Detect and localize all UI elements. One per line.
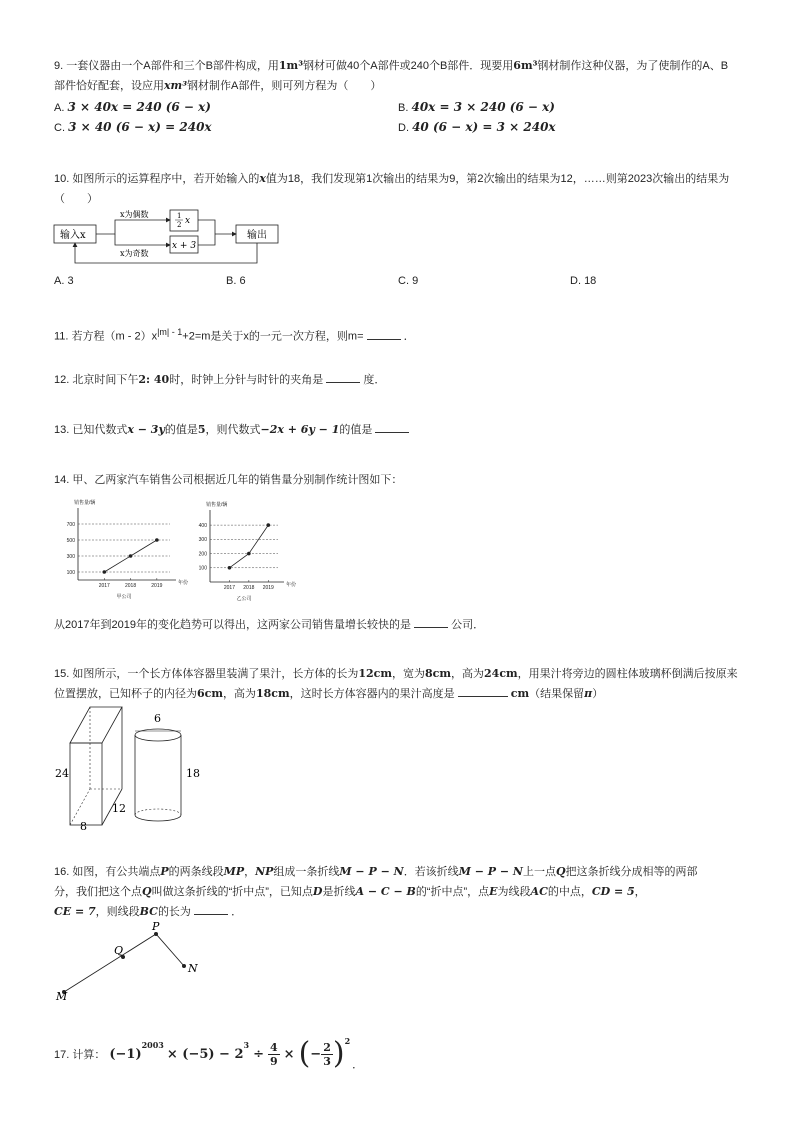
x-axis-label: 年份 — [286, 582, 297, 588]
q15-height: 24cm — [484, 667, 518, 680]
q11-text-c: ． — [403, 330, 415, 343]
q15-cup-height: 18cm — [256, 687, 290, 700]
q16-AC: AC — [530, 885, 548, 898]
q16-D: D — [312, 885, 323, 898]
q9-text-c: 钢材制作这种仪器，为了使制作的A、B — [537, 60, 729, 72]
q11-text-b: +2=m是关于x的一元一次方程，则m= — [182, 330, 364, 343]
x-tick-label: 2019 — [151, 583, 163, 589]
q9-option-a[interactable] — [54, 98, 211, 117]
q12-text: 12. 北京时间下午 — [54, 374, 139, 386]
q14-conclusion — [54, 615, 744, 635]
q16-text: 16. 如图，有公共端点 — [54, 866, 161, 878]
q14-text: 14. 甲、乙两家汽车销售公司根据近几年的销售量分别制作统计图如下： — [54, 474, 403, 486]
point-Q-label: Q — [114, 944, 124, 957]
chart-title: 甲公司 — [116, 594, 132, 600]
q12-text-c: 度． — [363, 374, 386, 386]
option-value: 6 — [239, 275, 246, 287]
q13-text: 13. 已知代数式 — [54, 424, 128, 436]
q13-text-d: 的值是 — [339, 424, 373, 436]
q13-value: 5 — [197, 423, 206, 436]
option-label: D. — [570, 275, 581, 287]
q9-unit1: 1m³ — [278, 59, 304, 72]
q16-MPN2: M − P − N — [458, 865, 523, 878]
half-box — [170, 210, 198, 231]
box-width-label: 8 — [80, 820, 87, 833]
q16-text-c: 组成一条折线 — [273, 866, 340, 878]
x-axis-label: 年份 — [178, 580, 189, 586]
q17-base: (−1) — [109, 1046, 142, 1062]
q16-line2-e: 为线段 — [497, 886, 531, 898]
y-axis-label: 销售量/辆 — [206, 502, 228, 508]
data-point — [228, 566, 232, 570]
option-label: A. — [54, 102, 65, 114]
q16-NP: NP — [255, 865, 274, 878]
half-num: 1 — [177, 212, 182, 220]
q16-figure — [50, 920, 210, 1005]
q12-text-b: 时，时钟上分针与时针的夹角是 — [169, 374, 324, 386]
option-expr: 40 (6 − x) = 3 × 240x — [412, 120, 556, 134]
y-tick-label: 100 — [66, 569, 75, 576]
option-label: B. — [226, 275, 237, 287]
x-tick-label: 2018 — [125, 583, 137, 589]
q15-pi: π — [584, 687, 593, 700]
q11-exponent: |m| - 1 — [157, 327, 183, 337]
series-line — [229, 525, 268, 568]
q15-text-c: ，高为 — [451, 668, 485, 680]
q13-text-c: ，则代数式 — [205, 424, 261, 436]
answer-blank[interactable] — [458, 686, 508, 697]
q16-line2-f: 的中点， — [547, 886, 592, 898]
q10-text: 10. 如图所示的运算程序中，若开始输入的 — [54, 173, 260, 185]
q16-MP: MP — [223, 865, 245, 878]
q17-tail: ． — [352, 1059, 364, 1071]
q15-line2-e: ） — [592, 688, 604, 700]
x-tick-label: 2018 — [243, 585, 255, 591]
q16-Q: Q — [555, 865, 566, 878]
q16-P: P — [160, 865, 169, 878]
data-point — [102, 570, 106, 574]
chart-title: 乙公司 — [236, 596, 252, 602]
q14-conclusion-tail: 公司． — [451, 619, 485, 631]
q15-length: 12cm — [358, 667, 393, 680]
q16-MPN: M − P − N — [339, 865, 404, 878]
answer-blank[interactable] — [367, 329, 401, 340]
q15-line2-d: （结果保留 — [529, 688, 585, 700]
q13-expr2: −2x + 6y − 1 — [260, 423, 340, 436]
point-P-label: P — [152, 920, 160, 933]
q16-CD: CD = 5 — [591, 885, 635, 898]
q17-text: 17. 计算： — [54, 1049, 106, 1061]
question-12 — [54, 370, 744, 390]
q9-option-c[interactable] — [54, 118, 212, 137]
q16-line3-b: 的长为 — [157, 906, 191, 918]
q15-text-b: ，宽为 — [392, 668, 426, 680]
q16-text-b: 的两条线段 — [168, 866, 224, 878]
point-N-label: N — [188, 962, 198, 975]
q16-line2-b: 叫做这条折线的“折中点”，已知点 — [151, 886, 313, 898]
q10-flowchart — [50, 205, 290, 267]
q15-line2: 位置摆放，已知杯子的内径为 — [54, 688, 197, 700]
q16-comma: ， — [244, 866, 256, 878]
option-label: A. — [54, 275, 65, 287]
x-tick-label: 2017 — [98, 583, 110, 589]
y-tick-label: 100 — [198, 565, 207, 572]
data-point — [247, 552, 251, 556]
x-tick-label: 2017 — [223, 585, 235, 591]
answer-blank[interactable] — [326, 372, 360, 383]
data-point — [129, 554, 133, 558]
q9-line2-b: 钢材制作A部件，则可列方程为（ ） — [187, 80, 382, 92]
odd-label: x为奇数 — [120, 249, 149, 258]
cyl-diameter-label: 6 — [154, 712, 161, 725]
q17-op1: × (−5) − 2 — [166, 1046, 244, 1062]
question-10 — [54, 169, 744, 209]
fraction-den: 9 — [270, 1054, 278, 1068]
q16-text-e: 上一点 — [522, 866, 556, 878]
y-tick-label: 500 — [66, 537, 75, 544]
option-expr: 3 × 40x = 240 (6 − x) — [67, 100, 211, 114]
answer-blank[interactable] — [414, 617, 448, 628]
y-tick-label: 700 — [66, 521, 75, 528]
q13-expr1: x − 3y — [127, 423, 165, 436]
data-point — [155, 538, 159, 542]
question-16 — [54, 862, 744, 922]
q16-text-d: ．若该折线 — [403, 866, 459, 878]
x-tick-label: 2019 — [262, 585, 274, 591]
q16-line3: ，则线段 — [95, 906, 140, 918]
y-tick-label: 300 — [198, 537, 207, 544]
q10-option-a[interactable] — [54, 272, 74, 290]
q15-line2-b: ，高为 — [223, 688, 256, 700]
y-tick-label: 200 — [198, 551, 207, 558]
q9-unit2: 6m³ — [513, 59, 538, 72]
answer-blank[interactable] — [375, 422, 409, 433]
chart-yi — [192, 498, 297, 614]
option-value: 18 — [584, 275, 597, 287]
q10-option-c[interactable] — [398, 272, 418, 290]
input-label: 输入x — [60, 230, 86, 241]
q17-op2: ÷ — [253, 1046, 265, 1062]
fraction-num: 4 — [270, 1040, 278, 1054]
q17-fraction2 — [321, 1041, 333, 1068]
chart-jia — [58, 494, 188, 614]
q15-line2-c: ，这时长方体容器内的果汁高度是 — [289, 688, 455, 700]
y-axis-label: 销售量/辆 — [74, 500, 96, 506]
option-label: C. — [54, 122, 65, 134]
q10-text-b: 值为18，我们发现第1次输出的结果为9，第2次输出的结果为12，……则第2023次输出的结果为 — [265, 173, 730, 185]
y-tick-label: 300 — [66, 553, 75, 560]
question-13 — [54, 420, 744, 440]
option-expr: 40x = 3 × 240 (6 − x) — [411, 100, 555, 114]
cyl-height-label: 18 — [186, 767, 200, 780]
q9-text: 9. 一套仪器由一个A部件和三个B部件构成，用 — [54, 60, 279, 72]
y-tick-label: 400 — [198, 522, 207, 529]
q11-text: 11. 若方程（m - 2）x — [54, 330, 158, 343]
q17-exp1: 2003 — [141, 1040, 164, 1050]
q15-text-d: ，用果汁将旁边的圆柱体玻璃杯倒满后按原来 — [517, 668, 738, 680]
q15-figure — [50, 705, 200, 835]
q15-diameter: 6cm — [197, 687, 223, 700]
q10-option-b[interactable] — [226, 272, 246, 290]
q9-text-b: 钢材可做40个A部件或240个B部件．现要用 — [303, 60, 514, 72]
option-label: D. — [398, 122, 409, 134]
question-11 — [54, 322, 744, 347]
q16-line2-d: 的“折中点”，点 — [415, 886, 490, 898]
question-15 — [54, 664, 744, 704]
option-expr: 3 × 40 (6 − x) = 240x — [68, 120, 212, 134]
fraction-num: 2 — [323, 1040, 331, 1054]
option-label: C. — [398, 275, 409, 287]
q16-line2-g: ， — [634, 886, 646, 898]
point-M-label: M — [56, 990, 68, 1003]
box-length-label: 12 — [112, 802, 126, 815]
q17-exp3: 2 — [344, 1036, 351, 1046]
option-value: 9 — [412, 275, 419, 287]
answer-blank[interactable] — [194, 904, 228, 915]
box-height-label: 24 — [55, 767, 69, 780]
q10-var: x — [259, 172, 266, 185]
even-label: x为偶数 — [120, 210, 149, 219]
q16-line2-c: 是折线 — [322, 886, 356, 898]
half-den: 2 — [177, 221, 182, 229]
q15-width: 8cm — [425, 667, 452, 680]
fraction-den: 3 — [323, 1054, 331, 1068]
data-point — [266, 523, 270, 527]
question-17: 17. 计算： (−1) $^{2003}$ × (−5) − 2 $^3$ ÷ $\frac{4}{9}$ × ( − $\frac{2}{3}$ ) $^2$ ． — [54, 1036, 364, 1071]
q16-E: E — [489, 885, 498, 898]
q17-exp2: 3 — [243, 1040, 250, 1050]
q16-CE: CE = 7 — [54, 905, 96, 918]
q13-text-b: 的值是 — [164, 424, 198, 436]
output-label: 输出 — [247, 230, 267, 241]
half-var: x — [185, 216, 191, 226]
q16-BC: BC — [139, 905, 158, 918]
option-label: B. — [398, 102, 409, 114]
q12-time: 2: 40 — [138, 373, 170, 386]
q16-line2: 分，我们把这个点 — [54, 886, 142, 898]
q17-op3: × — [283, 1046, 295, 1062]
q9-option-d[interactable] — [398, 118, 556, 137]
q14-conclusion-text: 从2017年到2019年的变化趋势可以得出，这两家公司销售量增长较快的是 — [54, 619, 411, 631]
q17-fraction — [268, 1041, 280, 1068]
q9-option-b[interactable] — [398, 98, 555, 117]
q16-text-f: 把这条折线分成相等的两部 — [565, 866, 698, 878]
q16-ACB: A − C − B — [355, 885, 416, 898]
q10-option-d[interactable] — [570, 272, 596, 290]
question-9 — [54, 56, 744, 96]
q15-unit: cm — [510, 687, 530, 700]
q16-Q2: Q — [142, 885, 152, 898]
q15-text: 15. 如图所示，一个长方体体容器里装满了果汁，长方体的长为 — [54, 668, 359, 680]
plus3-label: x + 3 — [172, 241, 197, 251]
q16-line3-c: ． — [231, 906, 243, 918]
q10-line2: （ ） — [54, 193, 98, 205]
q9-unit3: xm³ — [164, 79, 188, 92]
q9-line2: 部件恰好配套，设应用 — [54, 80, 164, 92]
question-14 — [54, 470, 744, 490]
option-value: 3 — [67, 275, 74, 287]
